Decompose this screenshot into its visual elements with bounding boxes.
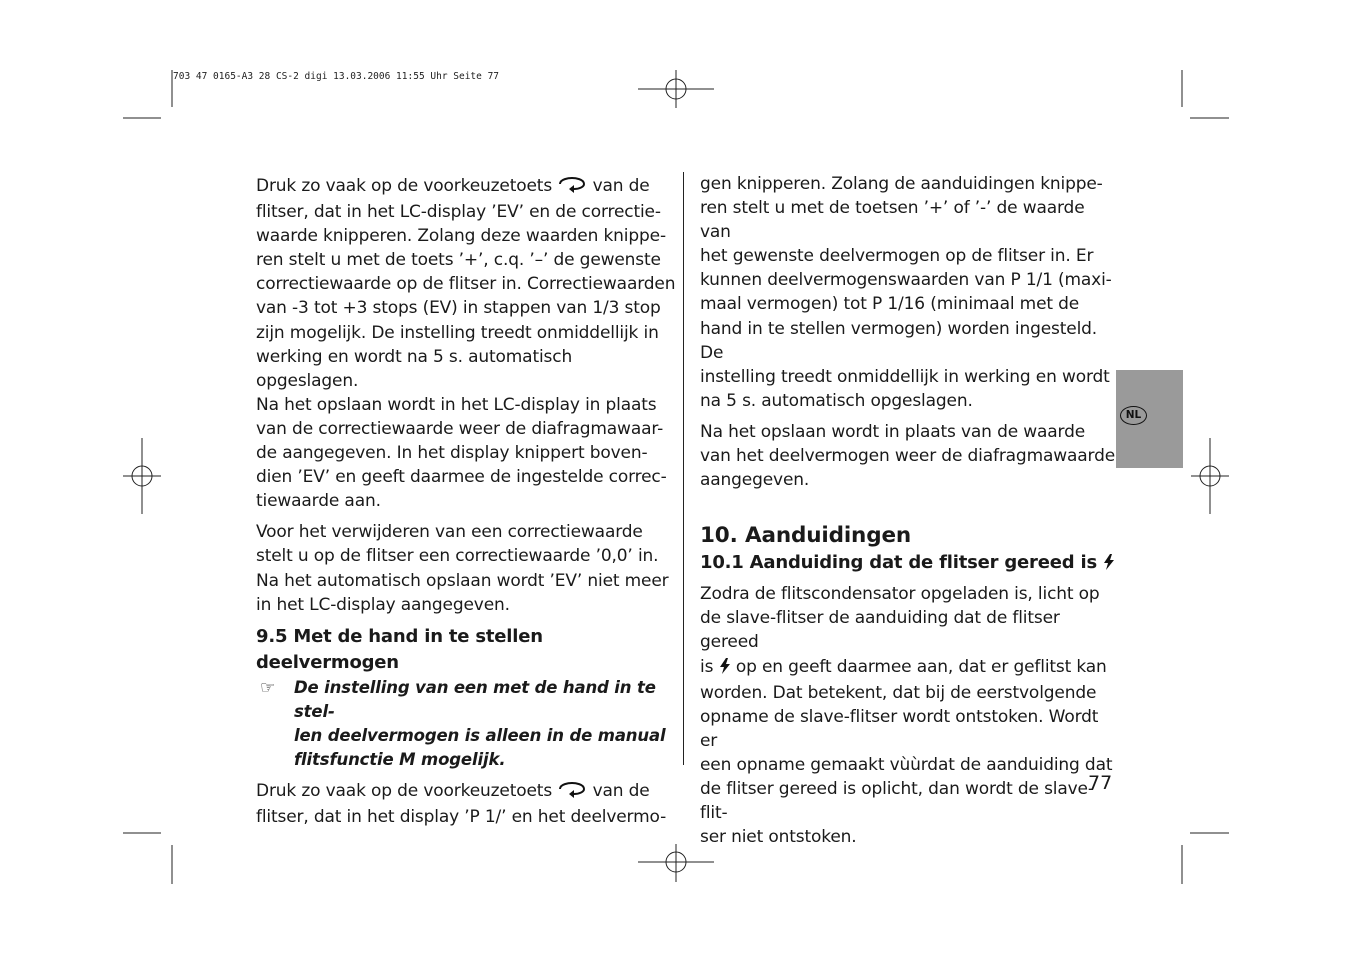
text-line: de slave-flitser de aanduiding dat de flitser gereed bbox=[700, 608, 1060, 653]
text-line: aangegeven. bbox=[700, 470, 810, 491]
text-line: Na het opslaan wordt in plaats van de waarde bbox=[700, 421, 1086, 442]
text-line: flitser, dat in het display ’P 1/’ en het deelvermo- bbox=[256, 807, 667, 828]
paragraph-partial-power bbox=[700, 172, 1120, 413]
text-line: tiewaarde aan. bbox=[256, 491, 381, 512]
text-line: Voor het verwijderen van een correctiewaarde bbox=[256, 522, 643, 543]
left-column bbox=[256, 174, 676, 829]
heading-10: 10. Aanduidingen bbox=[700, 523, 912, 549]
text-line: is bbox=[700, 656, 714, 677]
column-divider bbox=[683, 172, 684, 765]
note-line: De instelling van een met de hand in te stel- bbox=[294, 677, 656, 721]
text-line: een opname gemaakt vùùrdat de aanduiding dat bbox=[700, 754, 1113, 775]
heading-9-5: 9.5 Met de hand in te stellen deelvermogen bbox=[256, 625, 543, 673]
text-line: van de bbox=[592, 176, 650, 196]
text-line: van de bbox=[592, 781, 650, 802]
text-line: worden. Dat betekent, dat bij de eerstvolgende bbox=[700, 682, 1097, 703]
text-line: instelling treedt onmiddellijk in werking en wordt bbox=[700, 366, 1110, 387]
paragraph-after-save bbox=[700, 420, 1120, 492]
text-line: werking en wordt na 5 s. automatisch opgeslagen. bbox=[256, 346, 573, 391]
text-line: ren stelt u met de toetsen ’+’ of ’-’ de waarde van bbox=[700, 198, 1085, 243]
text-line: van de correctiewaarde weer de diafragmawaar- bbox=[256, 418, 664, 439]
text-line: op en geeft daarmee aan, dat er geflitst kan bbox=[735, 656, 1107, 677]
right-column bbox=[700, 172, 1120, 849]
note-line: len deelvermogen is alleen in de manual bbox=[294, 725, 666, 745]
paragraph-manual-power bbox=[256, 779, 676, 829]
text-line: flitser, dat in het LC-display ’EV’ en de correctie- bbox=[256, 202, 661, 223]
text-line: correctiewaarde op de flitser in. Correctiewaarden bbox=[256, 274, 676, 295]
text-line: de flitser gereed is oplicht, dan wordt de slave-flit- bbox=[700, 778, 1094, 824]
text-line: Na het opslaan wordt in het LC-display in plaats bbox=[256, 394, 657, 415]
text-line: van het deelvermogen weer de diafragmawaarde bbox=[700, 446, 1116, 467]
note-block bbox=[256, 676, 676, 772]
text-line: ren stelt u met de toets ’+’, c.q. ’–’ de gewenste bbox=[256, 250, 661, 271]
text-line: zijn mogelijk. De instelling treedt onmiddellijk in bbox=[256, 322, 659, 343]
text-line: Zodra de flitscondensator opgeladen is, licht op bbox=[700, 584, 1100, 605]
mode-selector-icon bbox=[557, 781, 587, 805]
heading-10-1-text: 10.1 Aanduiding dat de flitser gereed is bbox=[700, 552, 1097, 574]
text-line: de aangegeven. In het display knippert boven- bbox=[256, 443, 648, 464]
flash-ready-icon bbox=[719, 657, 731, 681]
mode-selector-icon bbox=[557, 176, 587, 200]
paragraph-correction bbox=[256, 174, 676, 513]
text-line: Druk zo vaak op de voorkeuzetoets bbox=[256, 781, 553, 802]
text-line: van -3 tot +3 stops (EV) in stappen van 1/3 stop bbox=[256, 298, 661, 319]
text-line: dien ’EV’ en geeft daarmee de ingestelde correc- bbox=[256, 467, 667, 488]
text-line: gen knipperen. Zolang de aanduidingen knippe- bbox=[700, 174, 1103, 194]
text-line: in het LC-display aangegeven. bbox=[256, 594, 510, 615]
text-line: kunnen deelvermogenswaarden van P 1/1 (maxi- bbox=[700, 270, 1112, 291]
paragraph-remove-correction bbox=[256, 520, 676, 616]
text-line: het gewenste deelvermogen op de flitser in. Er bbox=[700, 246, 1094, 267]
note-line: flitsfunctie M mogelijk. bbox=[294, 749, 506, 769]
text-line: Druk zo vaak op de voorkeuzetoets bbox=[256, 176, 553, 196]
pointing-hand-icon: ☞ bbox=[260, 677, 276, 698]
text-line: stelt u op de flitser een correctiewaarde ’0,0’ in. bbox=[256, 546, 659, 567]
text-line: Na het automatisch opslaan wordt ’EV’ niet meer bbox=[256, 570, 669, 591]
text-line: na 5 s. automatisch opgeslagen. bbox=[700, 390, 973, 411]
heading-10-1 bbox=[700, 550, 1120, 578]
flash-ready-icon bbox=[1103, 552, 1115, 578]
text-line: opname de slave-flitser wordt ontstoken. Wordt er bbox=[700, 706, 1099, 751]
text-line: hand in te stellen vermogen) worden ingesteld. De bbox=[700, 318, 1098, 363]
language-badge: NL bbox=[1120, 406, 1147, 425]
paragraph-ready-indicator bbox=[700, 582, 1120, 849]
print-slug: 703 47 0165-A3 28 CS-2 digi 13.03.2006 11:55 Uhr Seite 77 bbox=[173, 71, 500, 82]
text-line: waarde knipperen. Zolang deze waarden knippe- bbox=[256, 226, 666, 247]
text-line: maal vermogen) tot P 1/16 (minimaal met de bbox=[700, 294, 1080, 315]
page-number: 77 bbox=[1088, 772, 1113, 794]
text-line: ser niet ontstoken. bbox=[700, 827, 857, 848]
